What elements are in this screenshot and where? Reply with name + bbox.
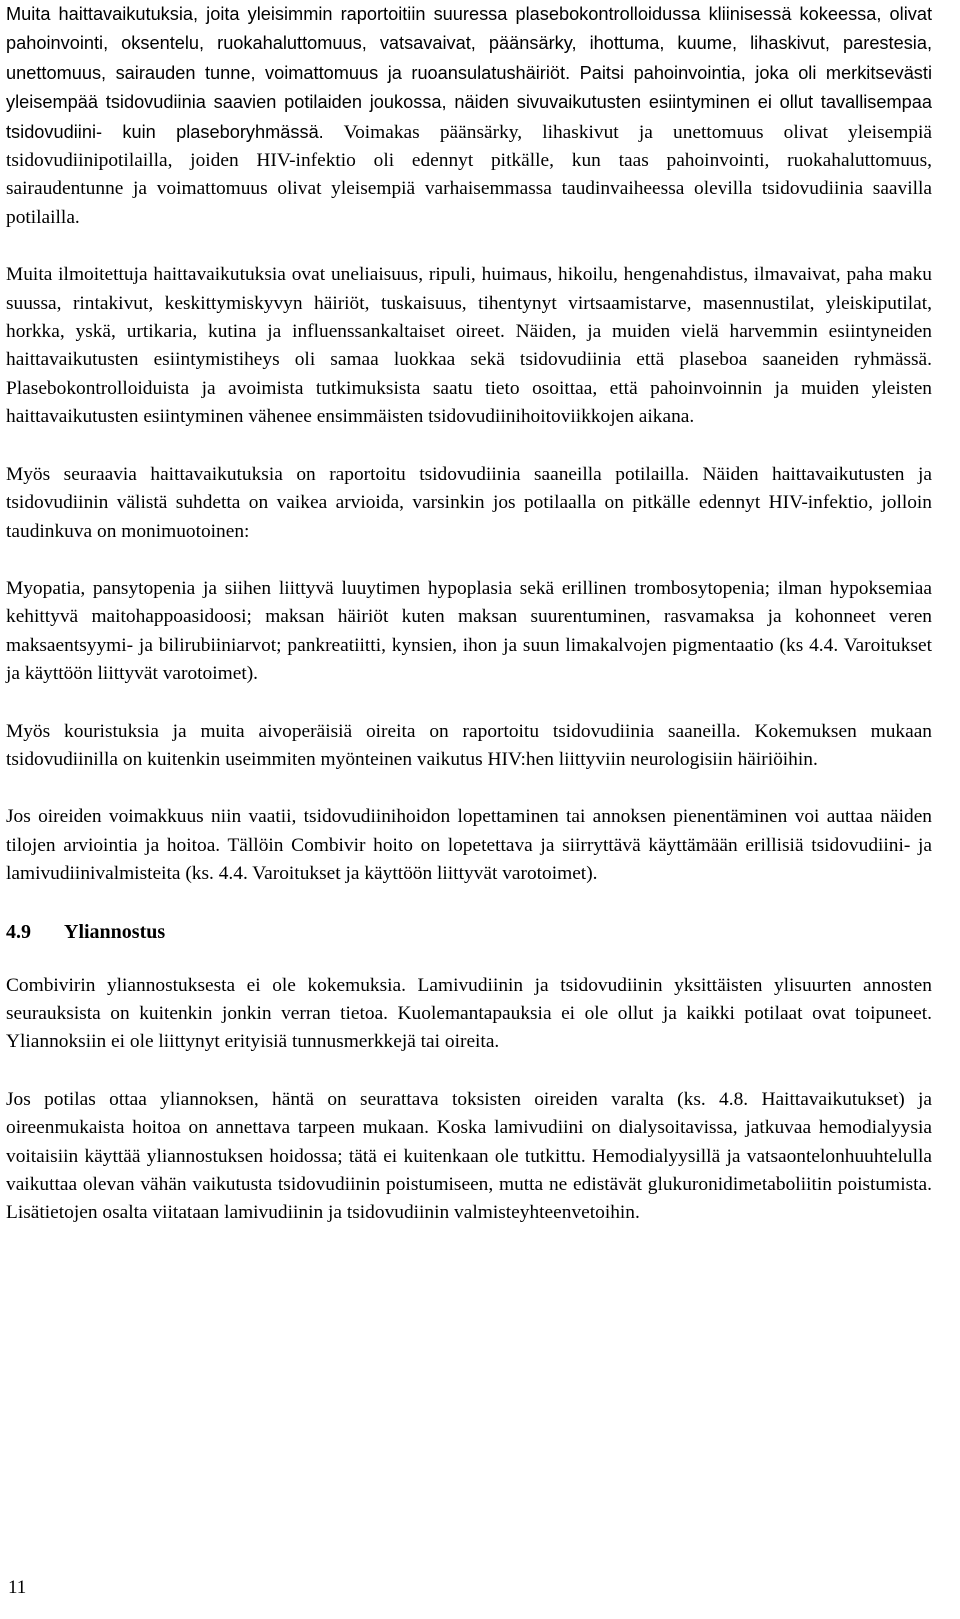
paragraph-dose-reduction: Jos oireiden voimakkuus niin vaatii, tsidovudiinihoidon lopettaminen tai annoksen pienentäminen voi auttaa näiden tilojen arviointia ja hoitoa. Tällöin Combivir hoito on lopetettava ja siirryttävä käyttämään erillisiä tsidovudiini- ja lamivudiinivalmisteita (ks. 4.4. Varoitukset ja käyttöön liittyvät varotoimet).	[6, 806, 932, 885]
paragraph-reported-effects-list: Myopatia, pansytopenia ja siihen liittyvä luuytimen hypoplasia sekä erillinen trombosytopenia; ilman hypoksemiaa kehittyvä maitohappoasidoosi; maksan häiriöt kuten maksan suurentuminen, rasvamaksa ja kohonneet veren maksaentsyymi- ja bilirubiiniarvot; pankreatiitti, kynsien, ihon ja suun limakalvojen pigmentaatio (ks 4.4. Varoitukset ja käyttöön liittyvät varotoimet).	[6, 577, 932, 685]
paragraph-neurological-effects: Myös kouristuksia ja muita aivoperäisiä oireita on raportoitu tsidovudiinia saaneilla. Kokemuksen mukaan tsidovudiinilla on kuitenkin useimmiten myönteinen vaikutus HIV:hen liittyviin neurologisiin häiriöihin.	[6, 720, 932, 770]
paragraph-adverse-effects-common	[6, 0, 932, 232]
section-title: Yliannostus	[64, 920, 166, 943]
paragraph-sans-segment: Muita haittavaikutuksia, joita yleisimmin raportoitiin suuressa plasebokontrolloidussa kliinisessä kokeessa, olivat pahoinvointi, oksentelu, ruokahaluttomuus, vatsavaivat, päänsärky, ihottuma, kuume, lihaskivut, parestesia, unettomuus, sairauden tunne, voimattomuus ja ruoansulatushäiriöt. Paitsi pahoinvointia, joka oli merkitsevästi yleisempää tsidovudiinia saavien potilaiden joukossa, näiden sivuvaikutusten esiintyminen ei ollut tavallisempaa tsidovudiini- kuin plaseboryhmässä.	[6, 4, 932, 142]
paragraph-serif-segment: Voimakas päänsärky, lihaskivut ja unettomuus olivat yleisempiä tsidovudiinipotilailla, joiden HIV-infektio oli edennyt pitkälle, kun taas pahoinvointi, ruokahaluttomuus, sairaudentunne ja voimattomuus olivat yleisempiä varhaisemmassa taudinvaiheessa olevilla tsidovudiinia saavilla potilailla.	[6, 121, 932, 228]
page-number: 11	[8, 1577, 27, 1598]
document-page	[6, 0, 932, 1228]
section-number: 4.9	[6, 920, 31, 943]
paragraph-overdose-treatment: Jos potilas ottaa yliannoksen, häntä on seurattava toksisten oireiden varalta (ks. 4.8. Haittavaikutukset) ja oireenmukaista hoitoa on annettava tarpeen mukaan. Koska lamivudiini on dialysoitavissa, jatkuvaa hemodialyysia voitaisiin käyttää yliannostuksen hoidossa; tätä ei kuitenkaan ole tutkittu. Hemodialyysillä ja vatsaontelonhuuhtelulla vaikuttaa olevan vähän vaikutusta tsidovudiinin poistumiseen, mutta ne edistävät glukuronidimetaboliitin poistumista. Lisätietojen osalta viitataan lamivudiinin ja tsidovudiinin valmisteyhteenvetoihin.	[6, 1088, 932, 1224]
paragraph-reported-effects-intro: Myös seuraavia haittavaikutuksia on raportoitu tsidovudiinia saaneilla potilailla. Näiden haittavaikutusten ja tsidovudiinin välistä suhdetta on vaikea arvioida, varsinkin jos potilaalla on pitkälle edennyt HIV-infektio, jolloin taudinkuva on monimuotoinen:	[6, 463, 932, 542]
section-heading	[6, 918, 932, 946]
paragraph-adverse-effects-other: Muita ilmoitettuja haittavaikutuksia ovat uneliaisuus, ripuli, huimaus, hikoilu, hengenahdistus, ilmavaivat, paha maku suussa, rintakivut, keskittymiskyvyn häiriöt, tuskaisuus, tihentynyt virtsaamistarve, masennustilat, yleiskiputilat, horkka, yskä, urtikaria, kutina ja influenssankaltaiset oireet. Näiden, ja muiden vielä harvemmin esiintyneiden haittavaikutusten esiintymistiheys oli samaa luokkaa sekä tsidovudiinia että plaseboa saaneiden ryhmässä. Plasebokontrolloiduista ja avoimista tutkimuksista saatu tieto osoittaa, että pahoinvoinnin ja muiden yleisten haittavaikutusten esiintyminen vähenee ensimmäisten tsidovudiinihoitoviikkojen aikana.	[6, 264, 932, 428]
paragraph-overdose-experience: Combivirin yliannostuksesta ei ole kokemuksia. Lamivudiinin ja tsidovudiinin yksittäisten ylisuurten annosten seurauksista on kuitenkin jonkin verran tietoa. Kuolemantapauksia ei ole ollut ja kaikki potilaat ovat toipuneet. Yliannoksiin ei ole liittynyt erityisiä tunnusmerkkejä tai oireita.	[6, 974, 932, 1053]
